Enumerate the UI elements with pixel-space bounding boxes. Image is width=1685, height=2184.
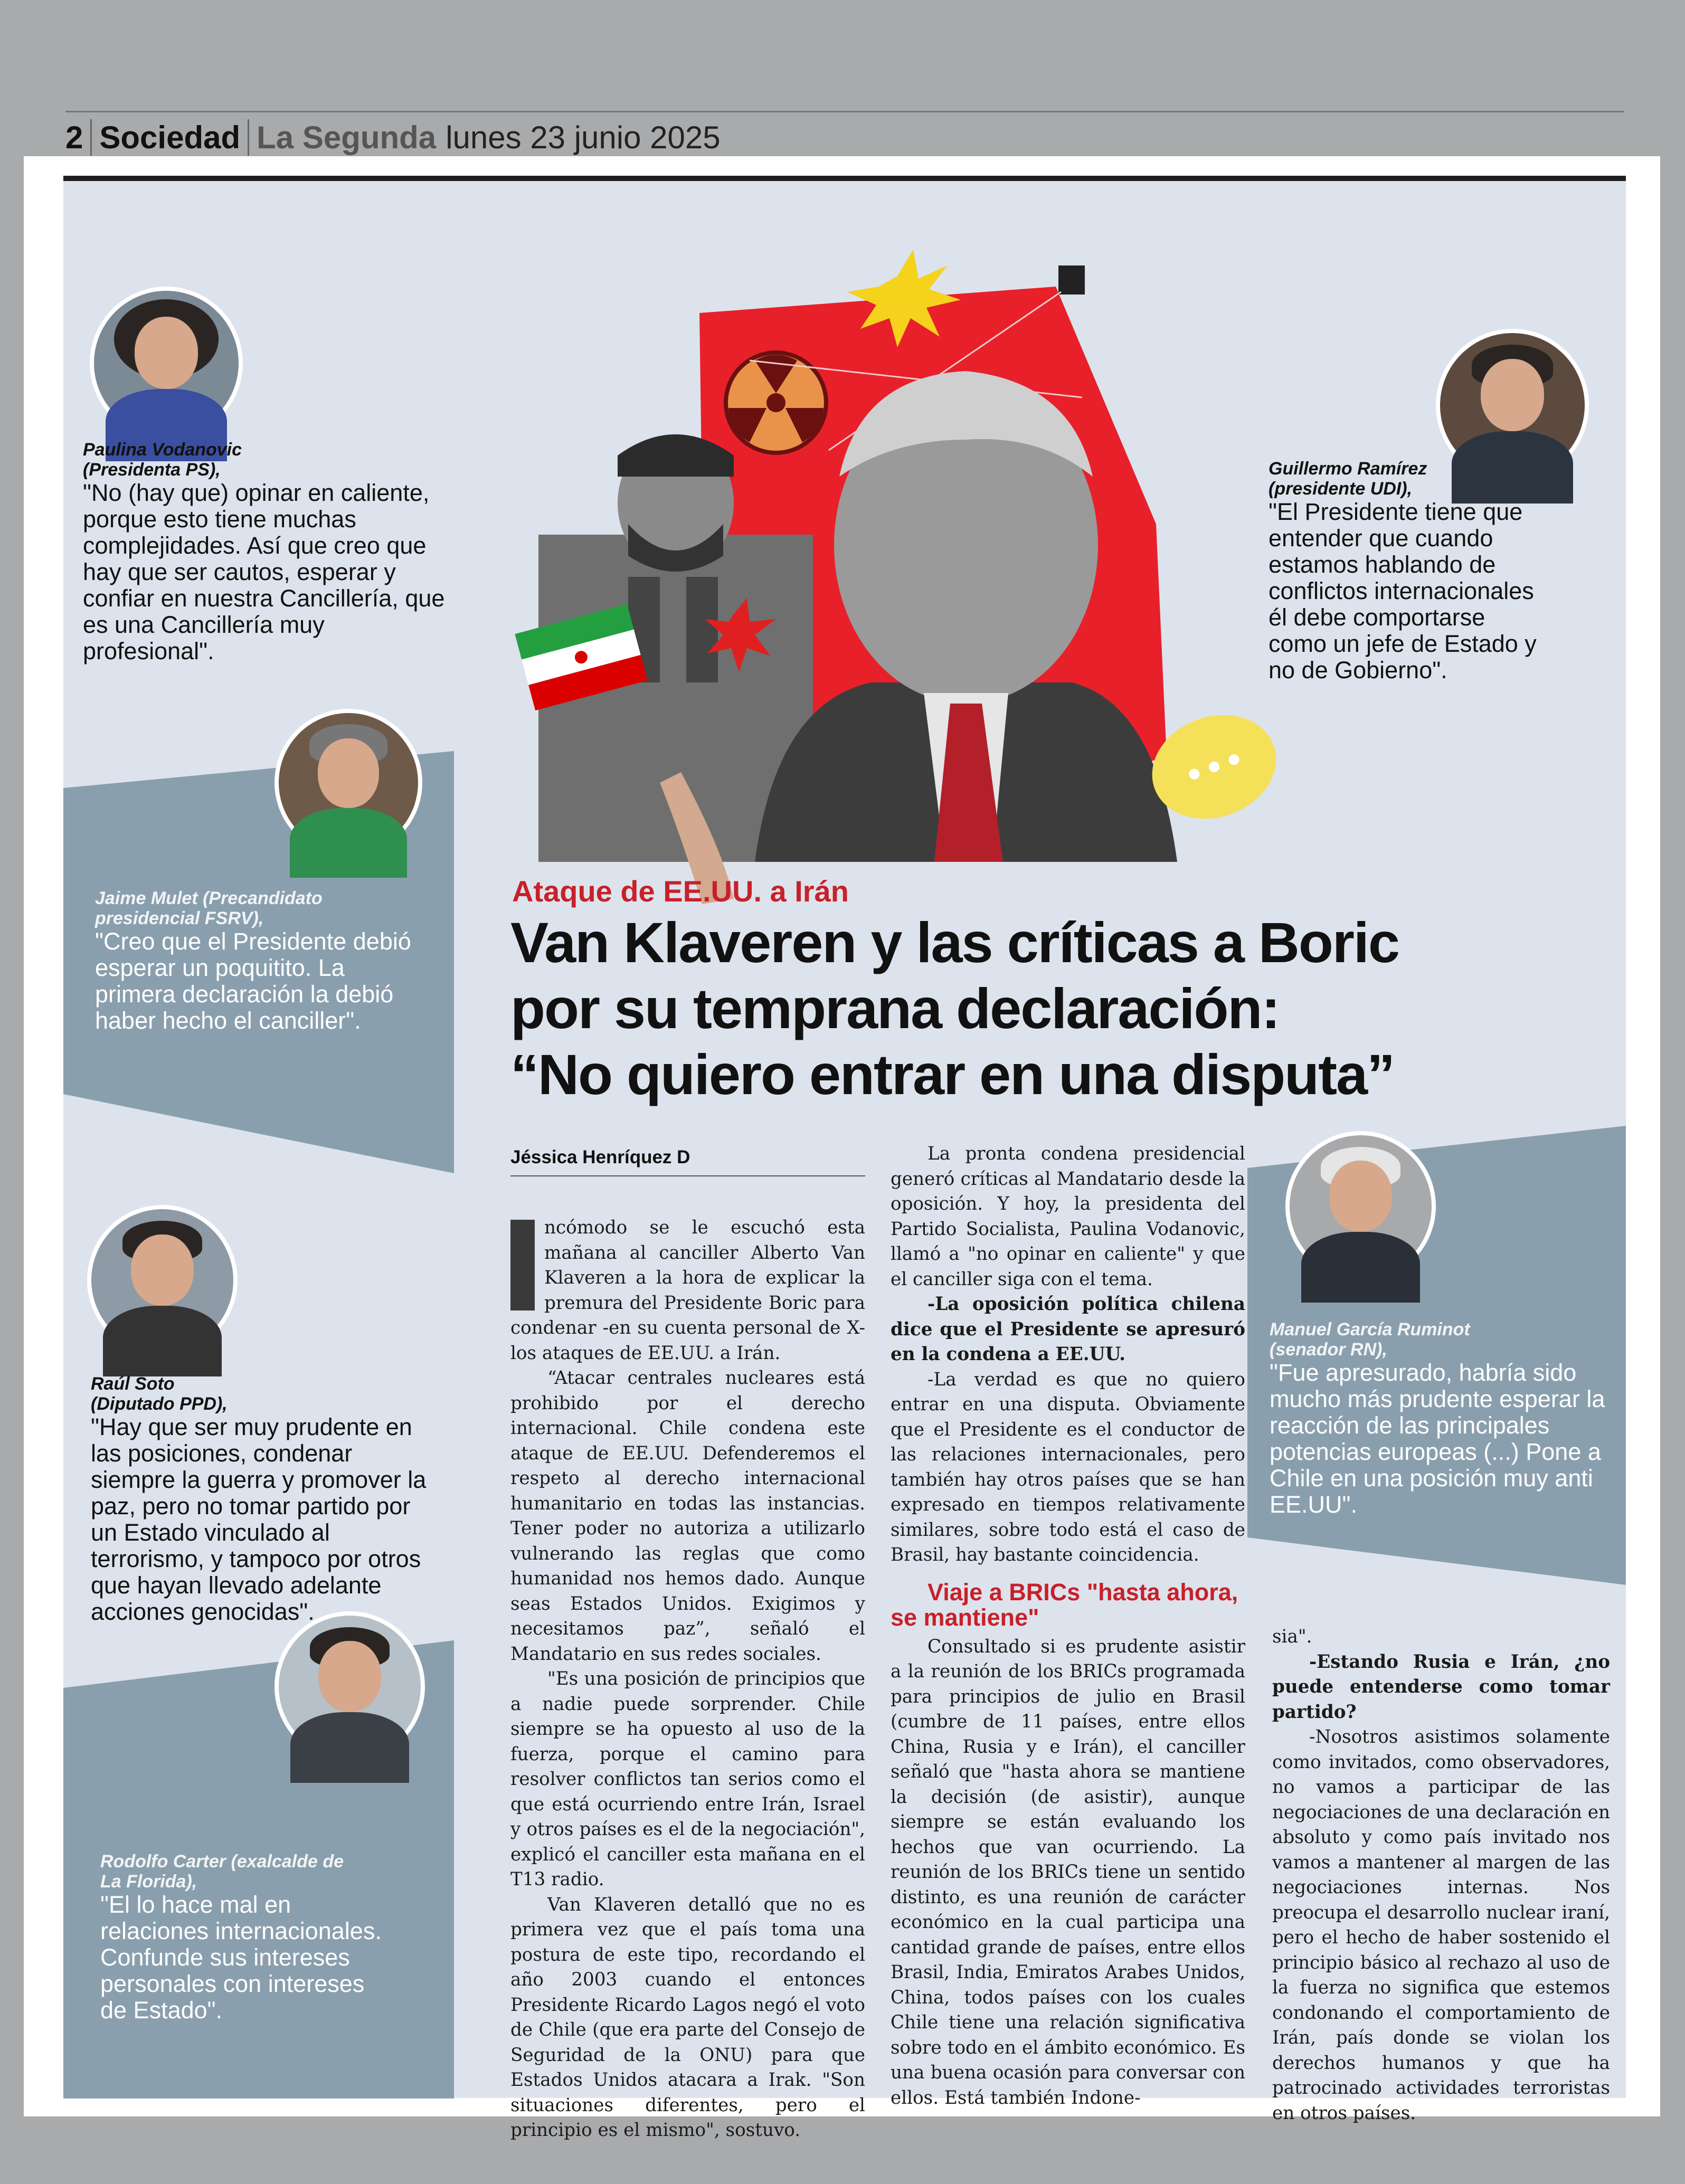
paragraph: La pronta condena presidencial generó críticas al Mandatario desde la oposición. Y hoy, la presidenta del Partido Socialista, Paulina Vodanovic, llamó a "no opinar en caliente" y que el canciller siga con el tema.	[891, 1143, 1245, 1290]
paragraph: -Nosotros asistimos solamente como invitados, como observadores, no vamos a participar de las negociaciones de una declaración en absoluto y como país invitado nos vamos a mantener al margen de las negociaciones internas. Nos preocupa el desarrollo nuclear iraní, pero el hecho de haber sostenido el principio básico al rechazo al uso de la fuerza no significa que estemos condonando el comportamiento de Irán, país donde se violan los derechos humanos y que ha patrocinado actividades terroristas en otros países.	[1272, 1726, 1610, 2124]
quote-mulet	[95, 888, 412, 1034]
quote-name: Guillermo Ramírez	[1269, 459, 1427, 479]
interview-question: -Estando Rusia e Irán, ¿no puede entenderse como tomar partido?	[1272, 1651, 1610, 1723]
quote-role: presidencial FSRV),	[95, 908, 264, 928]
quote-name: Paulina Vodanovic	[83, 440, 242, 460]
article-column-2	[891, 1142, 1245, 2111]
quote-ramirez	[1269, 459, 1548, 683]
paragraph: Van Klaveren detalló que no es primera vez que el país toma una postura de este tipo, recordando el año 2003 cuando el entonces Presidente Ricardo Lagos negó el voto de Chile (que era parte del Consejo de Seguridad de la ONU) para que Estados Unidos atacara a Irak. "Son situaciones diferentes, pero el principio es el mismo", sostuvo.	[510, 1894, 865, 2141]
paragraph: Consultado si es prudente asistir a la reunión de los BRICs programada para principios de julio en Brasil (cumbre de 11 países, entre ellos China, Rusia y e Irán), el canciller señaló que "hasta ahora se mantiene la decisión (de asistir), aunque siempre se están evaluando los hechos que van ocurriendo. La reunión de los BRICs tiene un sentido distinto, es una reunión de carácter económico en la cual participa una cantidad grande de países, entre ellos Brasil, India, Emiratos Arabes Unidos, China, todos países con los cuales Chile tiene una relación significativa sobre todo en el ámbito económico. Es una buena ocasión para conversar con ellos. Está también Indone-	[891, 1636, 1245, 2109]
headline-line-1: Van Klaveren y las críticas a Boric	[510, 910, 1399, 974]
article-byline: Jéssica Henríquez D	[510, 1147, 865, 1176]
page-number: 2	[65, 119, 92, 156]
headline-line-2: por su temprana declaración:	[510, 976, 1280, 1040]
quote-role: La Florida),	[100, 1872, 197, 1892]
binder-clip-icon	[1058, 265, 1085, 295]
quote-name: Rodolfo Carter (exalcalde de	[100, 1851, 344, 1872]
quote-name: Jaime Mulet (Precandidato	[95, 888, 323, 908]
headline-line-3: “No quiero entrar en una disputa”	[510, 1042, 1395, 1106]
page-header	[65, 116, 721, 158]
avatar-carter	[274, 1611, 425, 1762]
quote-text: "Fue apresurado, habría sido mucho más prudente esperar la reacción de las principales potencias europeas (...) Pone a Chile en una posición muy anti EE.UU".	[1270, 1359, 1605, 1518]
quote-text: "No (hay que) opinar en caliente, porque esto tiene muchas complejidades. Así que creo que hay que ser cautos, esperar y confiar en nuestra Cancillería, que es una Cancillería muy profesional".	[83, 479, 445, 664]
quote-soto	[91, 1374, 439, 1625]
section-name: Sociedad	[92, 119, 249, 156]
paragraph: “Atacar centrales nucleares está prohibido por el derecho internacional. Chile condena este ataque de EE.UU. Defenderemos el respeto al derecho internacional humanitario en todas las instancias. Tener poder no autoriza a utilizarlo vulnerando las reglas que como humanidad nos hemos dado. Aunque seas Estados Unidos. Exigimos y necesitamos paz”, señaló el Mandatario en sus redes sociales.	[510, 1368, 865, 1665]
quote-text: "El lo hace mal en relaciones internacionales. Confunde sus intereses personales con intereses de Estado".	[100, 1891, 382, 2024]
header-rule	[65, 111, 1624, 112]
paragraph: ncómodo se le escuchó esta mañana al canciller Alberto Van Klaveren a la hora de explicar la premura del Presidente Boric para condenar -en su cuenta personal de X- los ataques de EE.UU. a Irán.	[510, 1217, 865, 1364]
quote-role: (Diputado PPD),	[91, 1394, 228, 1414]
article-headline	[510, 909, 1513, 1107]
drop-cap-I	[510, 1220, 535, 1311]
quote-text: "Creo que el Presidente debió esperar un poquitito. La primera declaración la debió haber hecho el canciller".	[95, 928, 411, 1034]
quote-text: "Hay que ser muy prudente en las posiciones, condenar siempre la guerra y promover la paz, pero no tomar partido por un Estado vinculado al terrorismo, y tampoco por otros que hayan llevado adelante acciones genocidas".	[91, 1413, 427, 1625]
paragraph: sia".	[1272, 1626, 1312, 1647]
avatar-mulet	[274, 709, 422, 857]
interview-question: -La oposición política chilena dice que el Presidente se apresuró en la condena a EE.UU.	[891, 1294, 1245, 1365]
issue-date: lunes 23 junio 2025	[446, 119, 721, 155]
quote-name: Raúl Soto	[91, 1374, 175, 1394]
top-article-rule	[63, 176, 1626, 181]
quote-name: Manuel García Ruminot	[1270, 1319, 1470, 1340]
avatar-soto	[87, 1205, 238, 1355]
article-subhead: Viaje a BRICs "hasta ahora, se mantiene"	[891, 1578, 1238, 1631]
paragraph: "Es una posición de principios que a nadie puede sorprender. Chile siempre se ha opuesto al uso de la fuerza, porque el camino para resolver conflictos tan serios como el que está ocurriendo entre Irán, Israel y otros países es el de la negociación", explicó el canciller esta mañana en el T13 radio.	[510, 1668, 865, 1890]
collage-illustration	[459, 229, 1314, 909]
quote-role: (presidente UDI),	[1269, 479, 1413, 499]
article-column-3	[1272, 1625, 1610, 2126]
quote-garcia	[1270, 1319, 1607, 1518]
article-kicker: Ataque de EE.UU. a Irán	[512, 875, 849, 908]
avatar-vodanovic	[90, 287, 243, 440]
quote-role: (Presidenta PS),	[83, 460, 221, 480]
paragraph: -La verdad es que no quiero entrar en una disputa. Obviamente que el Presidente es el conductor de las relaciones internacionales, pero también hay otros países que se han expresado en tiempos relativamente similares, sobre todo está el caso de Brasil, hay bastante coincidencia.	[891, 1369, 1245, 1565]
article-column-1	[510, 1216, 865, 2143]
newspaper-name: La Segunda	[257, 119, 437, 155]
quote-text: "El Presidente tiene que entender que cuando estamos hablando de conflictos internacionales él debe comportarse como un jefe de Estado y no de Gobierno".	[1269, 498, 1537, 683]
avatar-garcia	[1285, 1131, 1436, 1281]
quote-carter	[100, 1851, 396, 2024]
page-sheet	[24, 156, 1660, 2141]
quote-role: (senador RN),	[1270, 1340, 1387, 1360]
quote-vodanovic	[83, 440, 452, 664]
article-panel	[63, 176, 1626, 2141]
